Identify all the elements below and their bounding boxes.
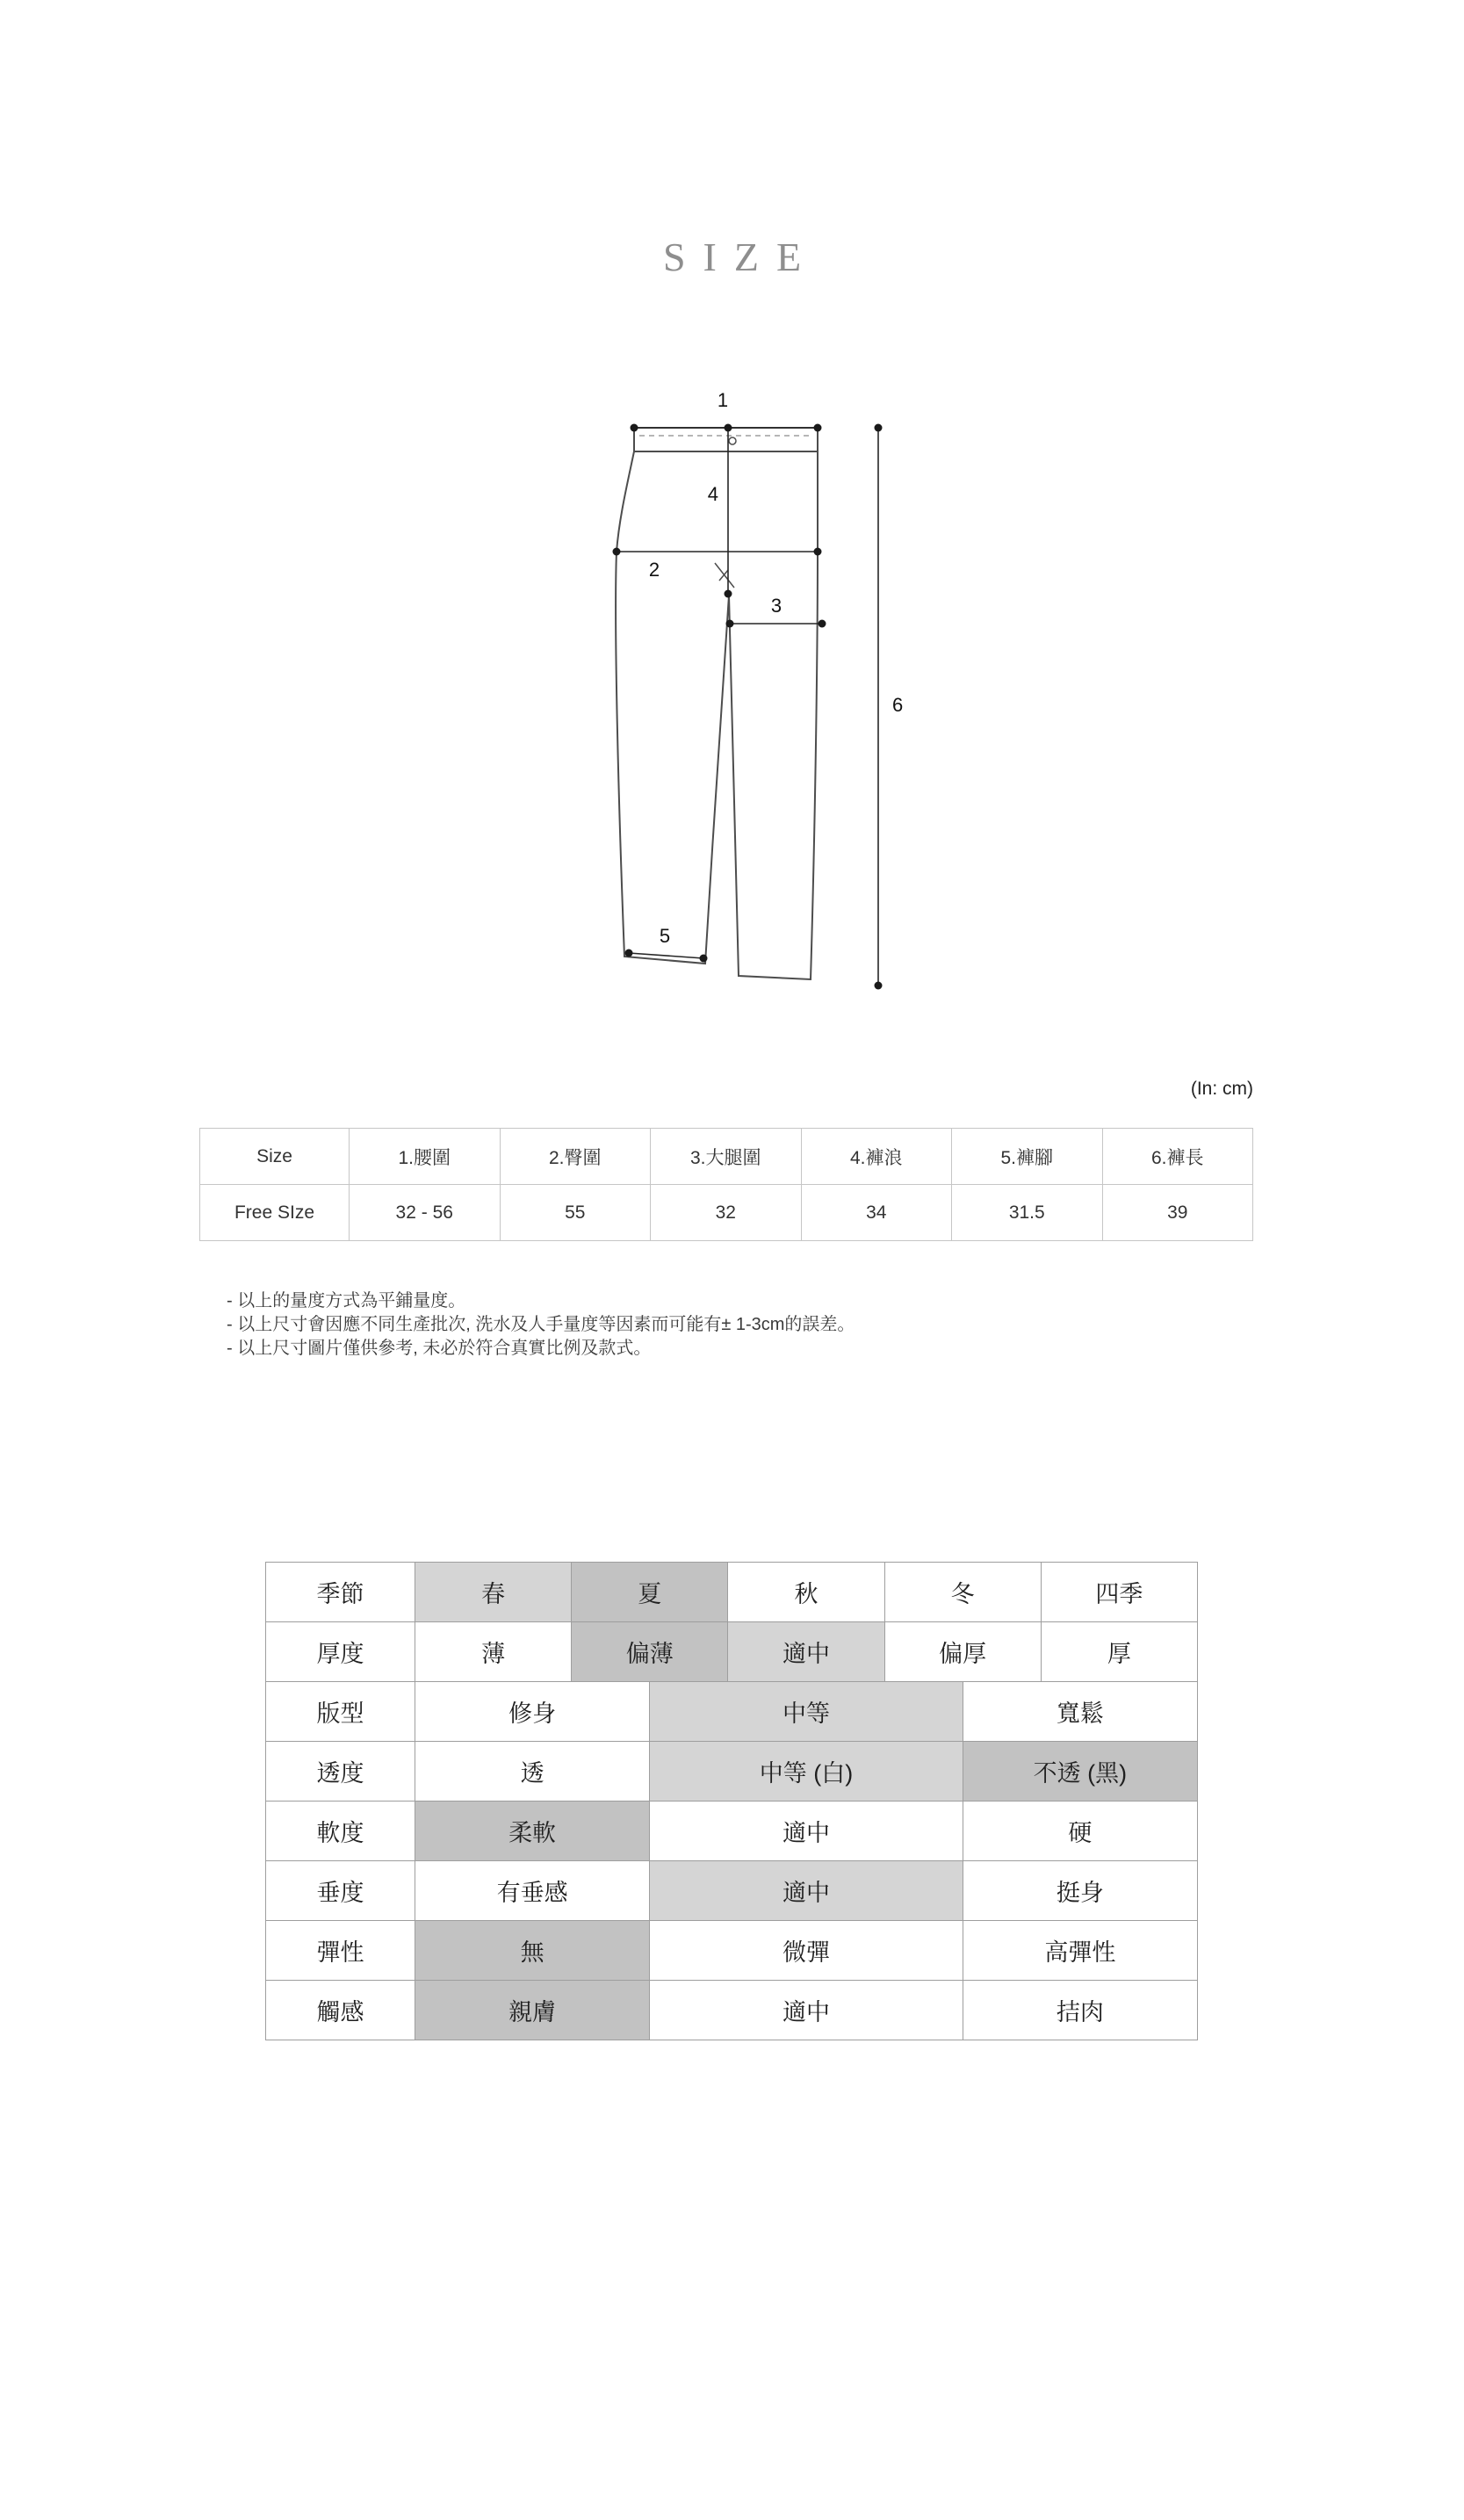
attribute-table [265,1562,1198,2040]
size-row-label: Free SIze [200,1185,350,1241]
waistband [634,428,818,451]
attr-cell: 四季 [1041,1563,1197,1622]
length-value: 39 [1102,1185,1253,1241]
marker-5-hem: 5 [659,925,671,947]
length-col-header: 6.褲長 [1102,1129,1253,1185]
waist-button [729,437,736,444]
attr-row-softness [266,1802,1198,1861]
attr-cell: 修身 [415,1682,650,1742]
hem-value: 31.5 [952,1185,1103,1241]
waist-col-header: 1.腰圍 [350,1129,501,1185]
hip-col-header: 2.臀圍 [500,1129,651,1185]
pants-measurement-diagram [571,378,940,1010]
measurement-notes [227,1289,855,1361]
attr-cell: 不透 (黑) [963,1742,1197,1802]
attr-cell: 夏 [572,1563,728,1622]
attr-cell: 親膚 [415,1981,650,2040]
marker-6-length: 6 [892,694,904,716]
page-title: SIZE [662,235,819,279]
thigh-value: 32 [651,1185,802,1241]
attr-cell: 寬鬆 [963,1682,1197,1742]
attr-cell: 適中 [650,1981,963,2040]
attr-row-season [266,1563,1198,1622]
unit-note: (In: cm) [1190,1079,1253,1099]
marker-2-hip: 2 [648,559,660,581]
attr-row-elasticity [266,1921,1198,1981]
size-table [199,1128,1253,1241]
attr-cell: 中等 (白) [650,1742,963,1802]
attr-row-label: 軟度 [266,1802,415,1861]
attr-cell: 拮肉 [963,1981,1197,2040]
thigh-col-header: 3.大腿圍 [651,1129,802,1185]
pants-outline [616,451,818,979]
rise-value: 34 [801,1185,952,1241]
attr-cell: 無 [415,1921,650,1981]
attr-cell: 偏薄 [572,1622,728,1682]
attr-row-label: 垂度 [266,1861,415,1921]
attr-row-label: 彈性 [266,1921,415,1981]
note-line: - 以上尺寸圖片僅供參考, 未必於符合真實比例及款式。 [227,1339,652,1358]
attr-row-transparency [266,1742,1198,1802]
hem-col-header: 5.褲腳 [952,1129,1103,1185]
attr-row-label: 透度 [266,1742,415,1802]
attr-cell: 中等 [650,1682,963,1742]
size-table-value-row [200,1185,1253,1241]
note-line: - 以上的量度方式為平鋪量度。 [227,1291,466,1311]
measurement-lines [617,428,878,986]
attr-cell: 透 [415,1742,650,1802]
marker-1-waist: 1 [717,389,729,411]
marker-3-thigh: 3 [770,595,782,617]
attr-cell: 秋 [728,1563,884,1622]
attr-cell: 冬 [884,1563,1041,1622]
attr-row-thickness [266,1622,1198,1682]
attr-row-label: 季節 [266,1563,415,1622]
attr-cell: 有垂感 [415,1861,650,1921]
marker-4-rise: 4 [707,483,718,505]
attr-cell: 高彈性 [963,1921,1197,1981]
attr-row-label: 版型 [266,1682,415,1742]
attr-cell: 厚 [1041,1622,1197,1682]
attr-cell: 適中 [650,1802,963,1861]
attr-cell: 適中 [650,1861,963,1921]
attr-cell: 微彈 [650,1921,963,1981]
attr-cell: 偏厚 [884,1622,1041,1682]
attr-cell: 硬 [963,1802,1197,1861]
attr-cell: 薄 [415,1622,572,1682]
attr-cell: 適中 [728,1622,884,1682]
attr-cell: 柔軟 [415,1802,650,1861]
fly-stitch-line [715,563,734,588]
size-table-header-row [200,1129,1253,1185]
attr-row-label: 觸感 [266,1981,415,2040]
measurement-endpoint-dots [613,424,883,990]
attr-row-drape [266,1861,1198,1921]
attr-cell: 春 [415,1563,572,1622]
note-line: - 以上尺寸會因應不同生產批次, 洗水及人手量度等因素而可能有± 1-3cm的誤差。 [227,1315,855,1334]
attr-row-label: 厚度 [266,1622,415,1682]
attr-row-fit [266,1682,1198,1742]
rise-col-header: 4.褲浪 [801,1129,952,1185]
hip-value: 55 [500,1185,651,1241]
size-col-header: Size [200,1129,350,1185]
waist-value: 32 - 56 [350,1185,501,1241]
attr-cell: 挺身 [963,1861,1197,1921]
attr-row-touch [266,1981,1198,2040]
